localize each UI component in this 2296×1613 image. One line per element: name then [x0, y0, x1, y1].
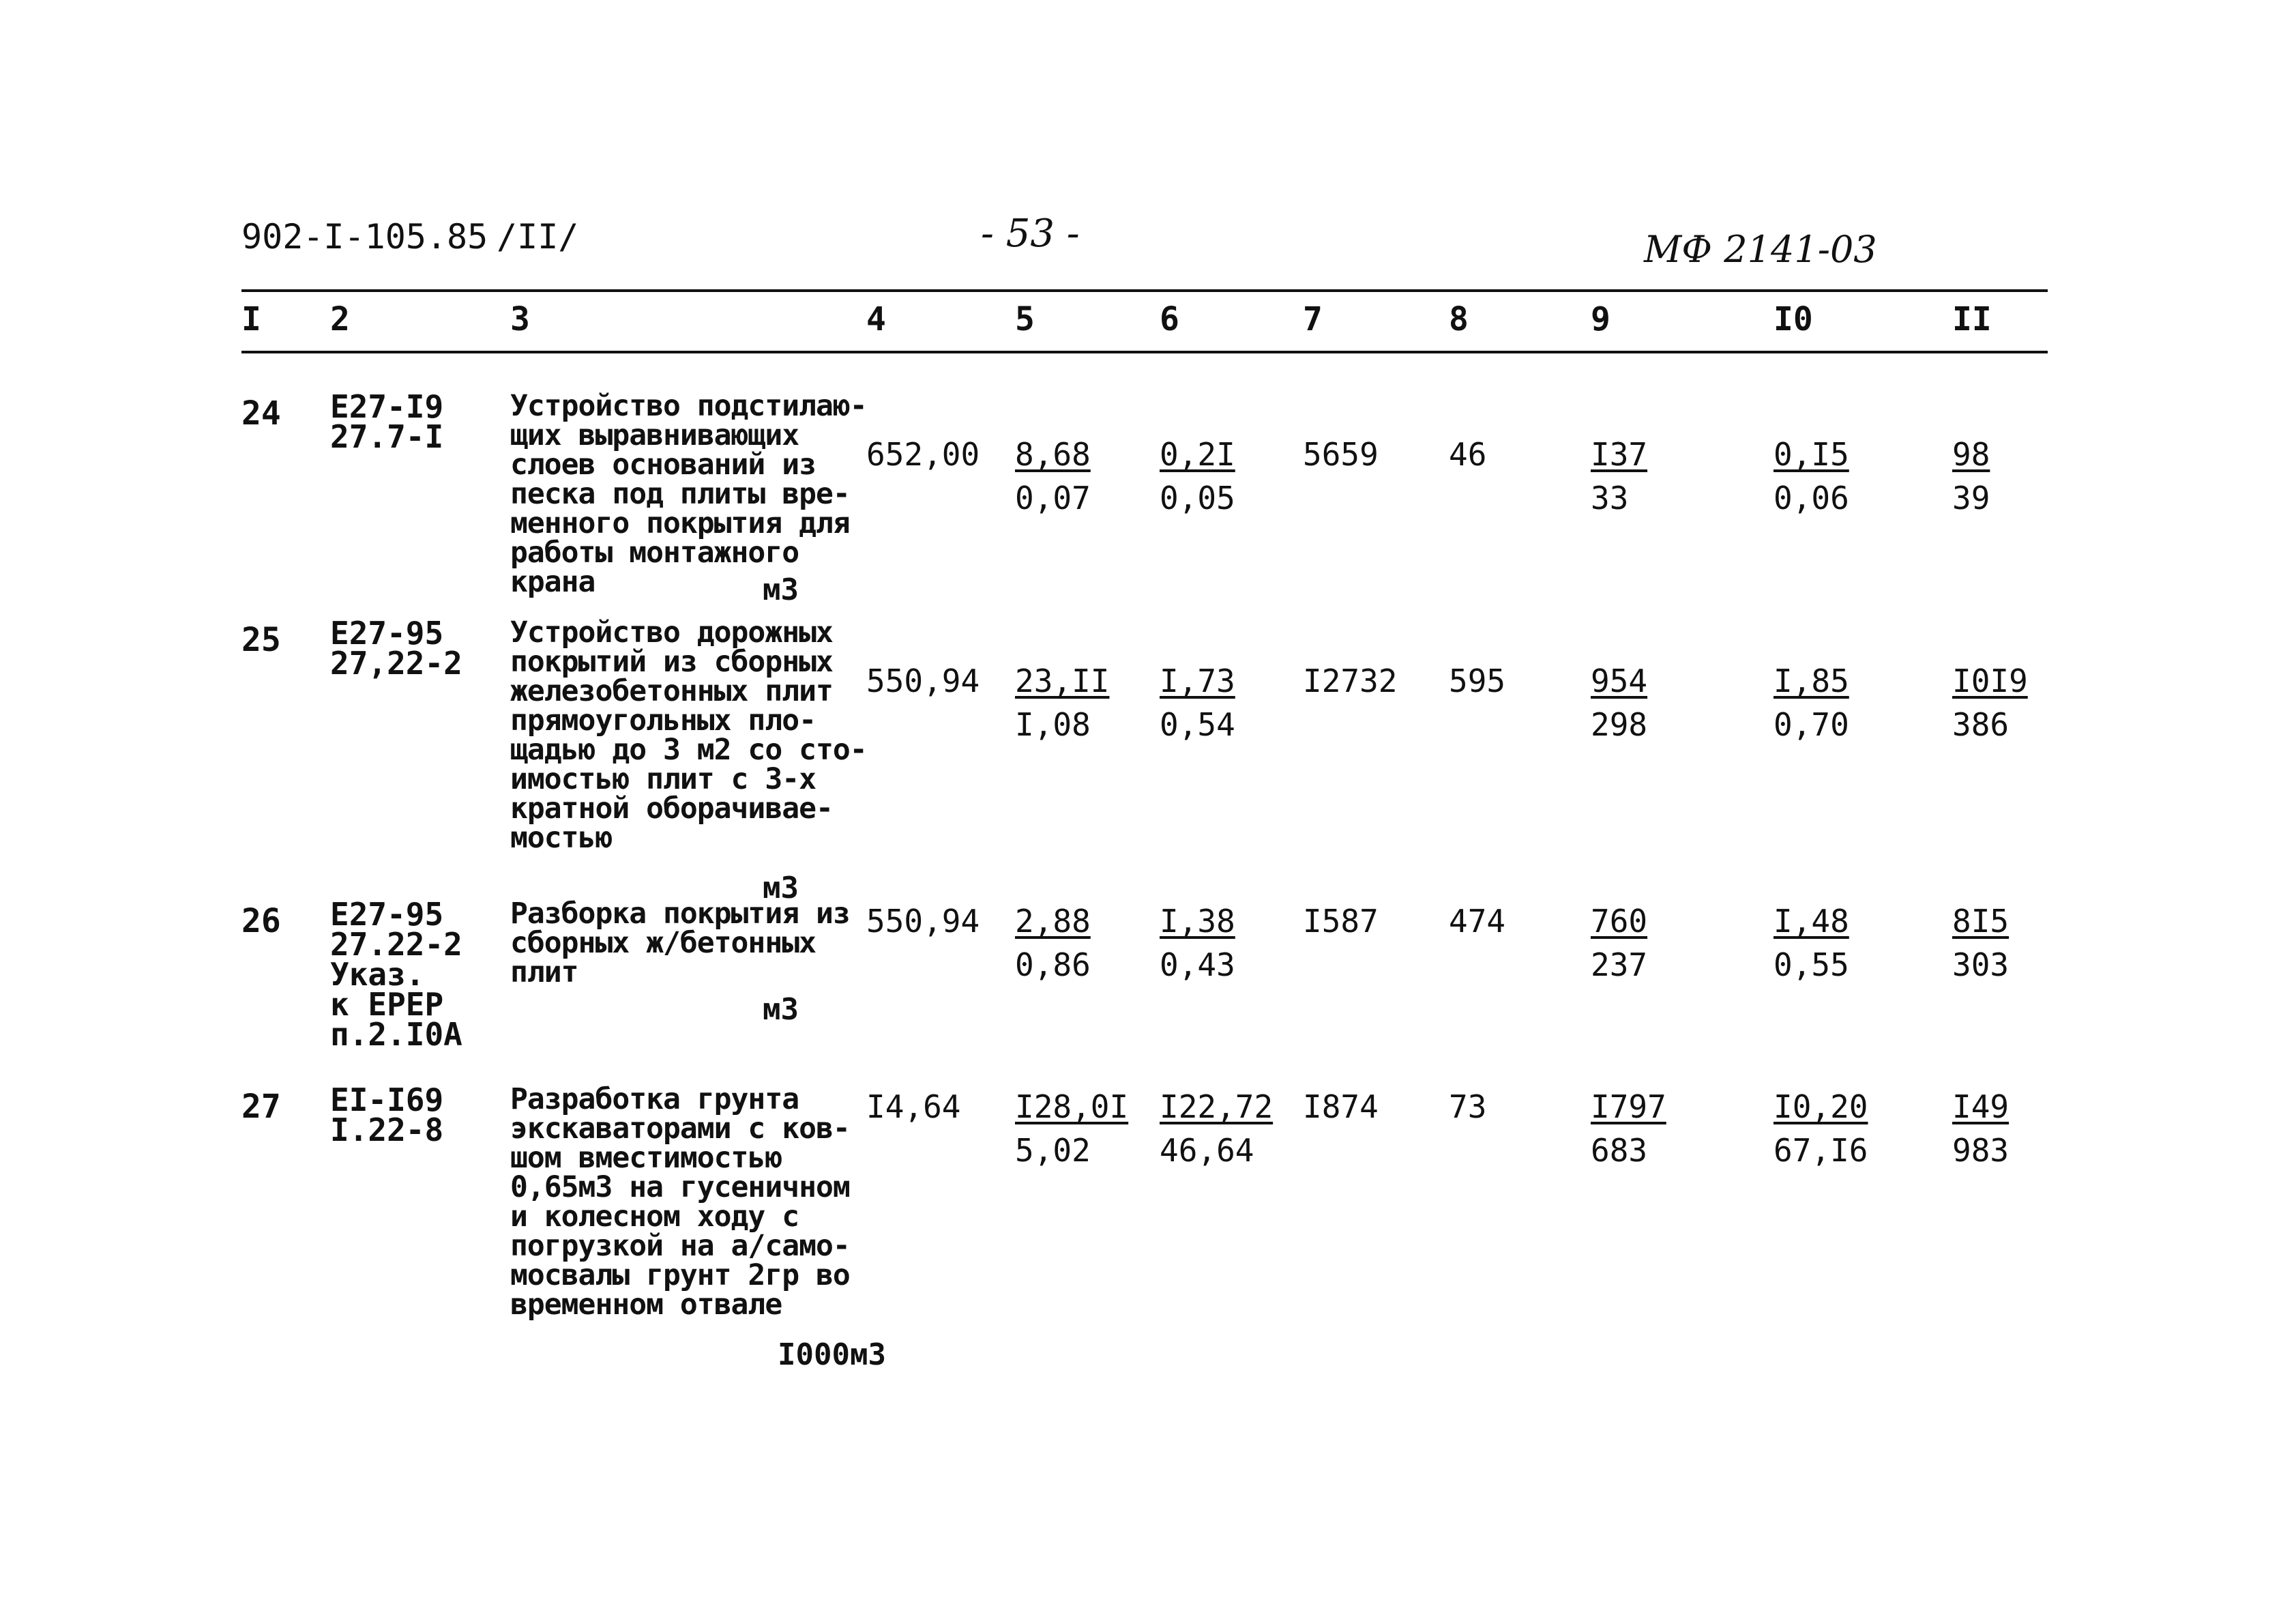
col6-value-denominator: 0,05: [1160, 480, 1235, 517]
col10-value: [1773, 899, 1849, 987]
col5-value: [1015, 433, 1091, 520]
work-description-line: прямоугольных пло-: [510, 703, 816, 738]
norm-code-line: Е27-95: [330, 896, 444, 933]
col11-value-numerator: 8I5: [1952, 903, 2010, 940]
col6-value: [1160, 433, 1235, 520]
norm-code-line: к ЕРЕР: [330, 986, 444, 1023]
work-description-line: погрузкой на а/само-: [510, 1229, 850, 1263]
col10-value: [1773, 433, 1849, 520]
column-number: II: [1952, 300, 1992, 338]
col9-value: [1591, 899, 1647, 987]
col11-value: [1952, 1085, 2009, 1172]
norm-code-line: ЕI-I69: [330, 1081, 444, 1118]
work-description-line: экскаваторами с ков-: [510, 1111, 850, 1146]
col11-value-numerator: I0I9: [1952, 663, 2028, 699]
row-number: 27: [241, 1088, 281, 1126]
work-description-line: щадью до 3 м2 со сто-: [510, 733, 867, 767]
norm-code-line: Е27-I9: [330, 388, 444, 425]
album-code: МФ 2141-03: [1644, 228, 1877, 271]
col7-value: I874: [1303, 1088, 1379, 1125]
col10-value-numerator: I0,20: [1773, 1088, 1868, 1125]
work-description-line: кратной оборачивае-: [510, 791, 833, 826]
col6-value: [1160, 899, 1235, 987]
col5-value: [1015, 659, 1109, 746]
table-top-rule: [241, 289, 2048, 292]
col11-value-denominator: 39: [1952, 480, 1990, 517]
col11-value: [1952, 433, 1990, 520]
col6-value-numerator: I,38: [1160, 903, 1235, 940]
col7-value: 5659: [1303, 436, 1379, 473]
norm-code-line: п.2.I0А: [330, 1016, 462, 1053]
column-number: 6: [1160, 300, 1179, 338]
quantity-value: 550,94: [866, 663, 980, 699]
col8-value: 595: [1449, 663, 1506, 699]
col6-value-numerator: 0,2I: [1160, 436, 1235, 473]
unit-of-measure: I000м3: [778, 1337, 886, 1372]
work-description-line: плит: [510, 955, 578, 989]
work-description-line: мостью: [510, 821, 613, 855]
row-number: 26: [241, 902, 281, 940]
norm-code-line: Указ.: [330, 956, 425, 993]
col9-value: [1591, 1085, 1666, 1172]
page-number: - 53 -: [981, 212, 1080, 256]
quantity-value: I4,64: [866, 1088, 961, 1125]
work-description-line: 0,65м3 на гусеничном: [510, 1170, 850, 1204]
work-description-line: сборных ж/бетонных: [510, 926, 816, 960]
col9-value-numerator: 760: [1591, 903, 1648, 940]
work-description-line: покрытий из сборных: [510, 645, 833, 679]
work-description-line: песка под плиты вре-: [510, 477, 850, 511]
work-description-line: шом вместимостью: [510, 1141, 782, 1175]
col9-value-numerator: I37: [1591, 436, 1648, 473]
col5-value: [1015, 1085, 1128, 1172]
col5-value-numerator: 2,88: [1015, 903, 1091, 940]
col9-value-denominator: 33: [1591, 480, 1629, 517]
work-description-line: Устройство подстилаю-: [510, 389, 867, 423]
col5-value-denominator: 5,02: [1015, 1132, 1091, 1169]
norm-code-line: Е27-95: [330, 615, 444, 652]
col11-value-denominator: 303: [1952, 946, 2010, 983]
work-description-line: менного покрытия для: [510, 506, 850, 540]
col6-value-denominator: 46,64: [1160, 1132, 1254, 1169]
norm-code-line: 27.7-I: [330, 418, 444, 455]
col9-value-denominator: 683: [1591, 1132, 1648, 1169]
col8-value: 73: [1449, 1088, 1487, 1125]
col6-value-numerator: I22,72: [1160, 1088, 1274, 1125]
col11-value-numerator: I49: [1952, 1088, 2010, 1125]
col8-value: 46: [1449, 436, 1487, 473]
col10-value-denominator: 67,I6: [1773, 1132, 1868, 1169]
col10-value-denominator: 0,55: [1773, 946, 1849, 983]
table-header-rule: [241, 351, 2048, 353]
col6-value: [1160, 1085, 1273, 1172]
unit-of-measure: м3: [763, 572, 799, 607]
work-description-line: железобетонных плит: [510, 674, 833, 708]
col10-value-numerator: I,48: [1773, 903, 1849, 940]
work-description-line: и колесном ходу с: [510, 1200, 799, 1234]
norm-code-line: 27,22-2: [330, 645, 462, 682]
column-number: 5: [1015, 300, 1035, 338]
column-number: I0: [1773, 300, 1813, 338]
column-number: 7: [1303, 300, 1323, 338]
col11-value: [1952, 899, 2009, 987]
norm-code-line: 27.22-2: [330, 926, 462, 963]
col9-value-numerator: 954: [1591, 663, 1648, 699]
col10-value-denominator: 0,70: [1773, 706, 1849, 743]
col10-value-numerator: I,85: [1773, 663, 1849, 699]
col10-value: [1773, 1085, 1868, 1172]
column-number: 9: [1591, 300, 1610, 338]
work-description-line: мосвалы грунт 2гр во: [510, 1258, 850, 1292]
col10-value: [1773, 659, 1849, 746]
col8-value: 474: [1449, 903, 1506, 940]
work-description-line: Разборка покрытия из: [510, 897, 850, 931]
row-number: 25: [241, 621, 281, 659]
col9-value-numerator: I797: [1591, 1088, 1666, 1125]
work-description-line: работы монтажного: [510, 536, 799, 570]
work-description-line: щих выравнивающих: [510, 418, 799, 452]
document-code: 902-I-105.85: [241, 217, 488, 257]
col6-value: [1160, 659, 1235, 746]
col5-value: [1015, 899, 1091, 987]
section-number: /II/: [497, 217, 579, 257]
col5-value-denominator: 0,07: [1015, 480, 1091, 517]
col5-value-denominator: I,08: [1015, 706, 1091, 743]
work-description-line: крана: [510, 565, 595, 599]
col6-value-denominator: 0,43: [1160, 946, 1235, 983]
col10-value-numerator: 0,I5: [1773, 436, 1849, 473]
work-description-line: временном отвале: [510, 1288, 782, 1322]
row-number: 24: [241, 394, 281, 433]
column-number: 4: [866, 300, 886, 338]
col5-value-numerator: 8,68: [1015, 436, 1091, 473]
work-description-line: слоев оснований из: [510, 448, 816, 482]
column-number: I: [241, 300, 261, 338]
col9-value-denominator: 298: [1591, 706, 1648, 743]
work-description-line: имостью плит с 3-х: [510, 762, 816, 796]
col11-value: [1952, 659, 2028, 746]
column-number: 2: [330, 300, 350, 338]
col5-value-numerator: I28,0I: [1015, 1088, 1129, 1125]
col6-value-denominator: 0,54: [1160, 706, 1235, 743]
norm-code-line: I.22-8: [330, 1111, 444, 1148]
column-number: 3: [510, 300, 530, 338]
column-number: 8: [1449, 300, 1469, 338]
col10-value-denominator: 0,06: [1773, 480, 1849, 517]
work-description-line: Разработка грунта: [510, 1082, 799, 1116]
col7-value: I587: [1303, 903, 1379, 940]
quantity-value: 652,00: [866, 436, 980, 473]
quantity-value: 550,94: [866, 903, 980, 940]
col9-value: [1591, 659, 1647, 746]
col5-value-numerator: 23,II: [1015, 663, 1110, 699]
col6-value-numerator: I,73: [1160, 663, 1235, 699]
work-description-line: Устройство дорожных: [510, 615, 833, 650]
col7-value: I2732: [1303, 663, 1398, 699]
col9-value: [1591, 433, 1647, 520]
col11-value-denominator: 386: [1952, 706, 2010, 743]
col5-value-denominator: 0,86: [1015, 946, 1091, 983]
col11-value-denominator: 983: [1952, 1132, 2010, 1169]
col9-value-denominator: 237: [1591, 946, 1648, 983]
unit-of-measure: м3: [763, 992, 799, 1027]
col11-value-numerator: 98: [1952, 436, 1990, 473]
unit-of-measure: м3: [763, 871, 799, 905]
